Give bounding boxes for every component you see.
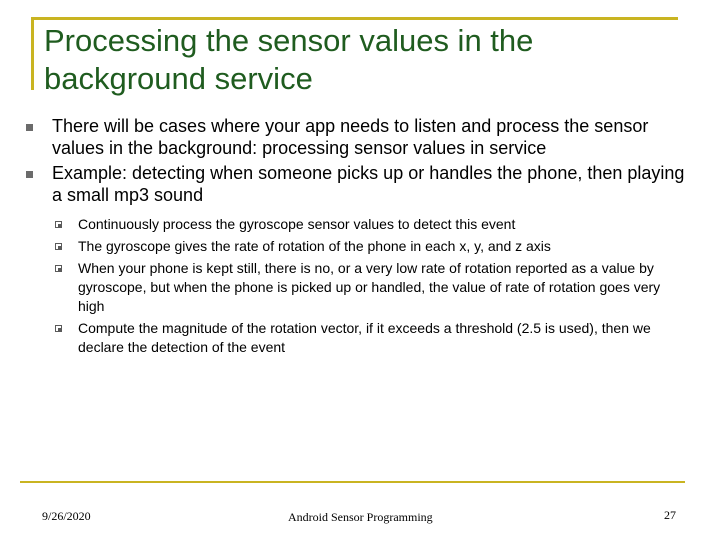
- sub-bullet-text: When your phone is kept still, there is no, or a very low rate of rotation reported as a value by gyroscope, but when the phone is picked up or handled, the value of rate of rotation goes very high: [78, 260, 661, 314]
- footer-date: 9/26/2020: [42, 509, 91, 523]
- hollow-square-bullet-icon: [55, 243, 62, 250]
- hollow-square-bullet-icon: [55, 325, 62, 332]
- footer-title: Android Sensor Programming: [288, 510, 433, 524]
- bullet-item: [0, 162, 720, 206]
- square-bullet-icon: [26, 124, 33, 131]
- bullet-text: Example: detecting when someone picks up or handles the phone, then playing a small mp3 sound: [52, 163, 685, 205]
- bullet-text: There will be cases where your app needs to listen and process the sensor values in the background: processing sensor values in service: [52, 116, 649, 158]
- page-number: 27: [664, 508, 676, 522]
- frame-left-rule: [31, 17, 34, 90]
- bullet-list: [0, 115, 720, 357]
- sub-bullet-text: Compute the magnitude of the rotation vector, if it exceeds a threshold (2.5 is used), then we declare the detection of the event: [78, 320, 651, 355]
- sub-bullet-item: [0, 259, 720, 316]
- sub-bullet-text: Continuously process the gyroscope sensor values to detect this event: [78, 216, 516, 232]
- sub-bullet-item: [0, 237, 720, 256]
- slide-title: Processing the sensor values in the background service: [44, 23, 534, 96]
- sub-bullet-list: [0, 215, 720, 357]
- hollow-square-bullet-icon: [55, 265, 62, 272]
- sub-bullet-item: [0, 215, 720, 234]
- frame-top-rule: [31, 17, 678, 20]
- bullet-item: [0, 115, 720, 159]
- square-bullet-icon: [26, 171, 33, 178]
- sub-bullet-text: The gyroscope gives the rate of rotation of the phone in each x, y, and z axis: [78, 238, 551, 254]
- footer-rule: [20, 481, 685, 483]
- sub-bullet-item: [0, 319, 720, 357]
- hollow-square-bullet-icon: [55, 221, 62, 228]
